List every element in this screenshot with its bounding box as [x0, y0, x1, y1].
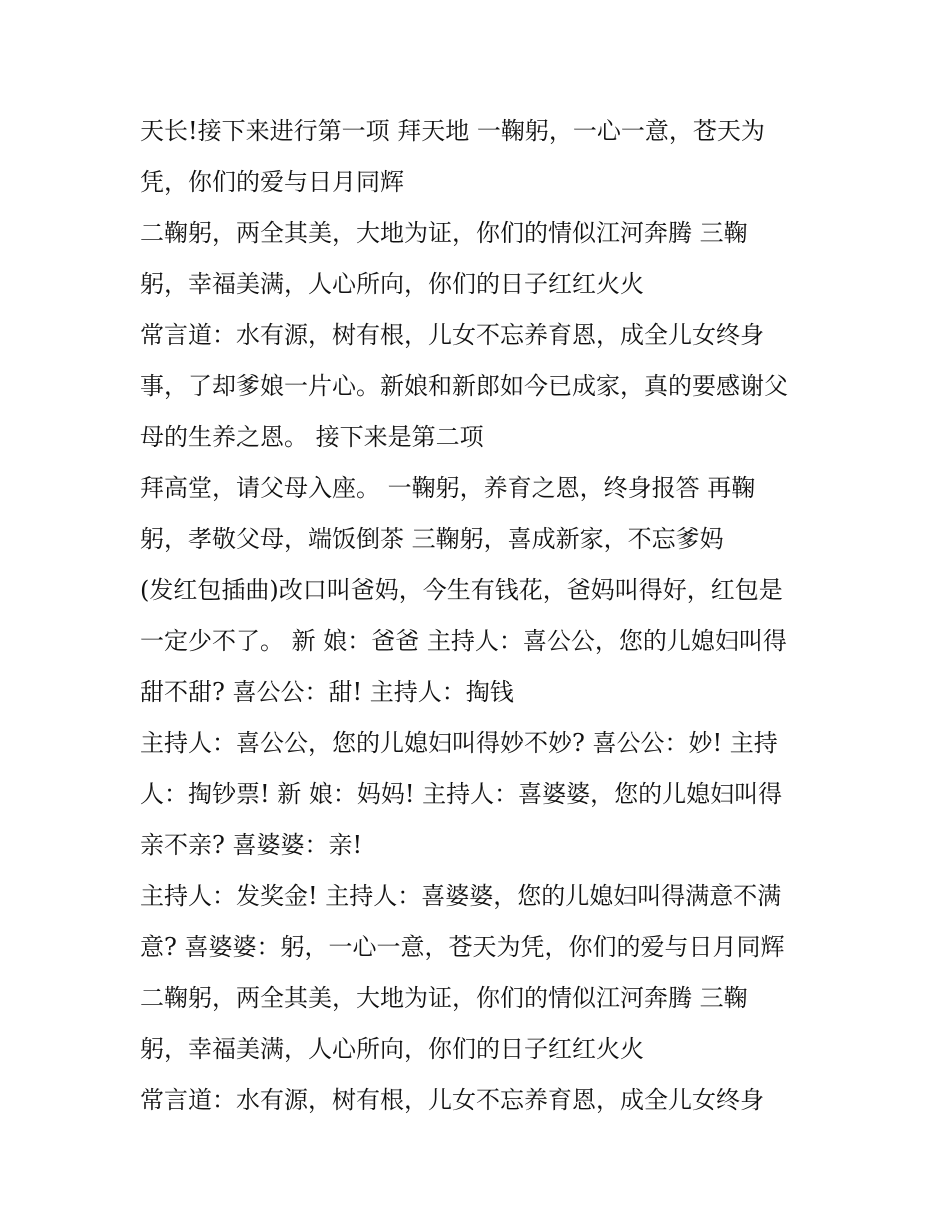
document-body — [140, 106, 840, 1126]
text-line-5: 常言道：水有源，树有根，儿女不忘养育恩，成全儿女终身 — [140, 321, 764, 349]
text-line-18: 二鞠躬，两全其美，大地为证，你们的情似江河奔腾 三鞠 — [140, 984, 748, 1012]
text-line-15: 亲不亲? 喜婆婆：亲! — [140, 831, 363, 859]
text-line-14: 人：掏钞票! 新 娘：妈妈! 主持人：喜婆婆，您的儿媳妇叫得 — [140, 780, 783, 808]
text-line-6: 事，了却爹娘一片心。新娘和新郎如今已成家，真的要感谢父 — [140, 372, 788, 400]
text-line-17: 意? 喜婆婆：躬，一心一意，苍天为凭，你们的爱与日月同辉 — [140, 933, 785, 961]
text-line-20: 常言道：水有源，树有根，儿女不忘养育恩，成全儿女终身 — [140, 1086, 764, 1114]
text-line-12: 甜不甜? 喜公公：甜! 主持人：掏钱 — [140, 678, 514, 706]
text-line-13: 主持人：喜公公，您的儿媳妇叫得妙不妙? 喜公公：妙! 主持 — [140, 729, 778, 757]
text-line-19: 躬，幸福美满，人心所向，你们的日子红红火火 — [140, 1035, 644, 1063]
text-line-10: (发红包插曲)改口叫爸妈，今生有钱花，爸妈叫得好，红包是 — [140, 576, 783, 604]
text-line-3: 二鞠躬，两全其美，大地为证，你们的情似江河奔腾 三鞠 — [140, 219, 748, 247]
text-line-1: 天长!接下来进行第一项 拜天地 一鞠躬，一心一意，苍天为 — [140, 117, 765, 145]
text-line-4: 躬，幸福美满，人心所向，你们的日子红红火火 — [140, 270, 644, 298]
text-line-11: 一定少不了。 新 娘：爸爸 主持人：喜公公，您的儿媳妇叫得 — [140, 627, 787, 655]
text-line-2: 凭，你们的爱与日月同辉 — [140, 168, 404, 196]
text-line-9: 躬，孝敬父母，端饭倒茶 三鞠躬，喜成新家，不忘爹妈 — [140, 525, 724, 553]
text-line-8: 拜高堂，请父母入座。 一鞠躬，养育之恩，终身报答 再鞠 — [140, 474, 756, 502]
text-line-7: 母的生养之恩。 接下来是第二项 — [140, 423, 484, 451]
text-line-16: 主持人：发奖金! 主持人：喜婆婆，您的儿媳妇叫得满意不满 — [140, 882, 782, 910]
